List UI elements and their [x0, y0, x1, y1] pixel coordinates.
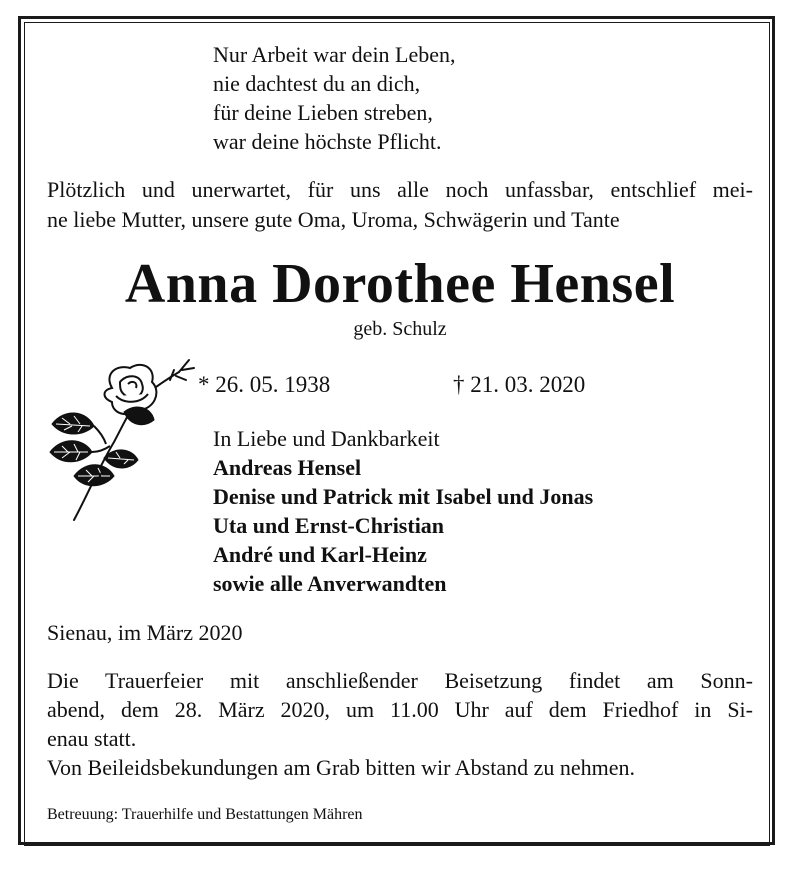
poem-line: für deine Lieben streben, — [213, 100, 433, 125]
poem-line: war deine höchste Pflicht. — [213, 129, 442, 154]
mourner-name: sowie alle Anverwandten — [213, 571, 447, 596]
mourner-name: Uta und Ernst-Christian — [213, 513, 445, 538]
ceremony-line: abend, dem 28. März 2020, um 11.00 Uhr auf dem Friedhof in Si- — [47, 697, 753, 722]
mourners-intro: In Liebe und Dankbarkeit — [213, 426, 440, 451]
intro-line: Plötzlich und unerwartet, für uns alle noch unfassbar, entschlief mei- — [47, 177, 753, 202]
mourners-block — [213, 424, 593, 598]
birth-date: * 26. 05. 1938 — [198, 372, 331, 397]
ceremony-line: Die Trauerfeier mit anschließender Beisetzung findet am Sonn- — [47, 668, 753, 693]
mourner-name: Denise und Patrick mit Isabel und Jonas — [213, 484, 594, 509]
ceremony-text — [47, 666, 753, 782]
intro-line: ne liebe Mutter, unsere gute Oma, Uroma, Schwägerin und Tante — [47, 207, 620, 232]
ceremony-line: Von Beileidsbekundungen am Grab bitten wir Abstand zu nehmen. — [47, 755, 635, 780]
rose-icon — [44, 352, 200, 524]
poem-line: Nur Arbeit war dein Leben, — [213, 42, 456, 67]
poem-line: nie dachtest du an dich, — [213, 71, 421, 96]
intro-text — [47, 175, 753, 235]
care-note: Betreuung: Trauerhilfe und Bestattungen Mähren — [47, 806, 363, 823]
ceremony-line: enau statt. — [47, 726, 137, 751]
deceased-name: Anna Dorothee Hensel — [124, 253, 676, 315]
maiden-name: geb. Schulz — [353, 318, 447, 340]
death-date: † 21. 03. 2020 — [453, 372, 586, 397]
poem — [213, 40, 456, 156]
place-date: Sienau, im März 2020 — [47, 620, 243, 645]
mourner-name: André und Karl-Heinz — [213, 542, 427, 567]
mourner-name: Andreas Hensel — [213, 455, 362, 480]
